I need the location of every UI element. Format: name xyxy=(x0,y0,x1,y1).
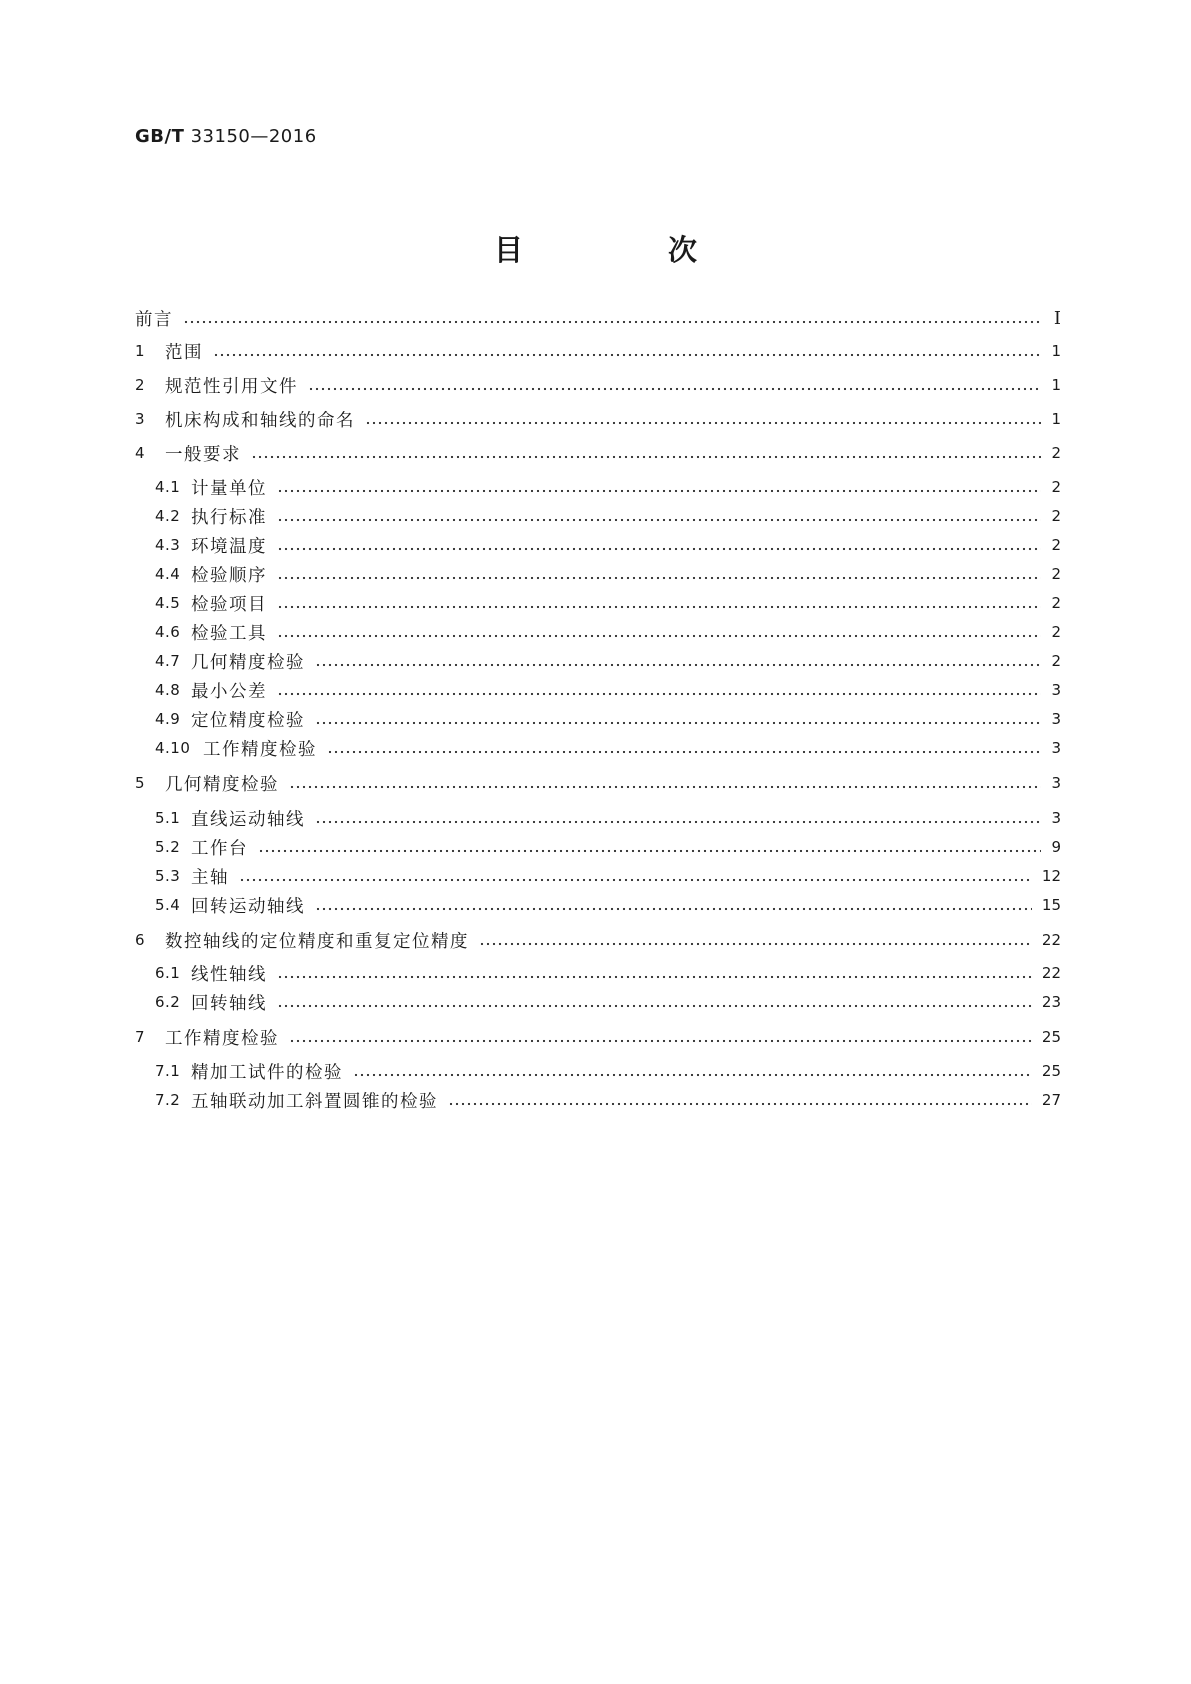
toc-entry[interactable] xyxy=(135,892,1061,918)
dot-leader xyxy=(277,975,1032,979)
toc-entry-number: 5 xyxy=(135,774,146,792)
toc-entry-title: 检验工具 xyxy=(191,623,267,644)
dot-leader xyxy=(315,907,1032,911)
dot-leader xyxy=(479,942,1032,946)
dot-leader xyxy=(327,750,1041,754)
toc-entry-title: 回转运动轴线 xyxy=(191,896,305,917)
toc-entry[interactable] xyxy=(135,648,1061,674)
toc-entry-title: 几何精度检验 xyxy=(165,774,279,795)
dot-leader xyxy=(353,1073,1032,1077)
toc-entry-number: 2 xyxy=(135,376,146,394)
toc-entry-number: 6.1 xyxy=(155,964,181,982)
dot-leader xyxy=(277,692,1041,696)
dot-leader xyxy=(315,663,1041,667)
toc-entry-page: 2 xyxy=(1051,594,1061,612)
toc-entry-title: 范围 xyxy=(165,342,203,363)
toc-entry-number: 7.1 xyxy=(155,1062,181,1080)
toc-entry-number: 4.7 xyxy=(155,652,181,670)
toc-entry[interactable] xyxy=(135,1058,1061,1084)
toc-entry-page: 2 xyxy=(1051,507,1061,525)
toc-entry-page: 3 xyxy=(1051,809,1061,827)
toc-entry-page: 3 xyxy=(1051,774,1061,792)
toc-entry[interactable] xyxy=(135,561,1061,587)
toc-entry-number: 5.2 xyxy=(155,838,181,856)
toc-entry[interactable] xyxy=(135,619,1061,645)
toc-entry-number: 4.1 xyxy=(155,478,181,496)
toc-entry-page: 1 xyxy=(1051,342,1061,360)
toc-entry-page: 1 xyxy=(1051,410,1061,428)
page-title: 目 次 xyxy=(493,233,755,267)
toc-entry-title: 环境温度 xyxy=(191,536,267,557)
toc-entry-number: 4.3 xyxy=(155,536,181,554)
toc-entry[interactable] xyxy=(135,770,1061,796)
toc-entry-number: 4.4 xyxy=(155,565,181,583)
toc-entry-page: 2 xyxy=(1051,652,1061,670)
toc-entry-page: 25 xyxy=(1041,1028,1061,1046)
dot-leader xyxy=(308,387,1041,391)
toc-entry-title: 工作台 xyxy=(191,838,248,859)
dot-leader xyxy=(289,1039,1032,1043)
toc-entry-number: 7 xyxy=(135,1028,146,1046)
toc-entry-page: 2 xyxy=(1051,536,1061,554)
toc-entry-page: 27 xyxy=(1041,1091,1061,1109)
toc-entry[interactable] xyxy=(135,440,1061,466)
toc-entry[interactable] xyxy=(135,863,1061,889)
toc-entry-number: 6.2 xyxy=(155,993,181,1011)
toc-entry-number: 4.6 xyxy=(155,623,181,641)
dot-leader xyxy=(315,820,1041,824)
toc-entry[interactable] xyxy=(135,805,1061,831)
toc-entry-number: 4.2 xyxy=(155,507,181,525)
toc-entry-number: 5.4 xyxy=(155,896,181,914)
toc-entry-page: 25 xyxy=(1041,1062,1061,1080)
toc-entry-title: 回转轴线 xyxy=(191,993,267,1014)
toc-entry-page: Ⅰ xyxy=(1053,307,1061,329)
toc-entry[interactable] xyxy=(135,1087,1061,1113)
toc-entry-page: 2 xyxy=(1051,444,1061,462)
toc-entry[interactable] xyxy=(135,590,1061,616)
toc-entry-title: 一般要求 xyxy=(165,444,241,465)
toc-entry-title: 计量单位 xyxy=(191,478,267,499)
toc-entry[interactable] xyxy=(135,305,1061,331)
toc-entry-title: 检验项目 xyxy=(191,594,267,615)
toc-entry-page: 22 xyxy=(1041,964,1061,982)
dot-leader xyxy=(277,576,1041,580)
toc-entry[interactable] xyxy=(135,503,1061,529)
dot-leader xyxy=(315,721,1041,725)
toc-entry-number: 1 xyxy=(135,342,146,360)
toc-entry-number: 4.10 xyxy=(155,739,191,757)
toc-entry-title: 五轴联动加工斜置圆锥的检验 xyxy=(191,1091,438,1112)
toc-entry-title: 检验顺序 xyxy=(191,565,267,586)
toc-entry-page: 12 xyxy=(1041,867,1061,885)
dot-leader xyxy=(289,785,1041,789)
toc-entry-page: 3 xyxy=(1051,739,1061,757)
toc-entry-title: 规范性引用文件 xyxy=(165,376,298,397)
dot-leader xyxy=(258,849,1041,853)
toc-entry-number: 4.9 xyxy=(155,710,181,728)
toc-entry-number: 5.1 xyxy=(155,809,181,827)
toc-entry-page: 2 xyxy=(1051,565,1061,583)
dot-leader xyxy=(448,1102,1032,1106)
toc-entry[interactable] xyxy=(135,706,1061,732)
toc-entry[interactable] xyxy=(135,474,1061,500)
toc-entry-page: 9 xyxy=(1051,838,1061,856)
dot-leader xyxy=(277,1004,1032,1008)
dot-leader xyxy=(251,455,1041,459)
toc-entry-page: 3 xyxy=(1051,710,1061,728)
toc-entry[interactable] xyxy=(135,406,1061,432)
toc-entry-title: 机床构成和轴线的命名 xyxy=(165,410,355,431)
toc-entry-title: 最小公差 xyxy=(191,681,267,702)
toc-entry-title: 工作精度检验 xyxy=(165,1028,279,1049)
toc-entry-page: 3 xyxy=(1051,681,1061,699)
toc-entry-title: 直线运动轴线 xyxy=(191,809,305,830)
toc-entry-number: 3 xyxy=(135,410,146,428)
dot-leader xyxy=(277,547,1041,551)
toc-entry[interactable] xyxy=(135,735,1061,761)
toc-entry-title: 主轴 xyxy=(191,867,229,888)
toc-entry-page: 1 xyxy=(1051,376,1061,394)
toc-entry-page: 23 xyxy=(1041,993,1061,1011)
toc-entry[interactable] xyxy=(135,989,1061,1015)
toc-entry[interactable] xyxy=(135,834,1061,860)
dot-leader xyxy=(277,634,1041,638)
dot-leader xyxy=(183,320,1041,324)
standard-prefix: GB/T xyxy=(135,126,185,147)
toc-entry[interactable] xyxy=(135,372,1061,398)
dot-leader xyxy=(239,878,1032,882)
toc-entry[interactable] xyxy=(135,960,1061,986)
toc-entry-title: 工作精度检验 xyxy=(203,739,317,760)
dot-leader xyxy=(213,353,1041,357)
dot-leader xyxy=(277,605,1041,609)
toc-entry-number: 5.3 xyxy=(155,867,181,885)
toc-entry-number: 4.5 xyxy=(155,594,181,612)
toc-entry[interactable] xyxy=(135,677,1061,703)
toc-entry-number: 6 xyxy=(135,931,146,949)
toc-entry[interactable] xyxy=(135,927,1061,953)
toc-entry-number: 4 xyxy=(135,444,146,462)
toc-entry[interactable] xyxy=(135,1024,1061,1050)
dot-leader xyxy=(277,518,1041,522)
toc-entry-title: 定位精度检验 xyxy=(191,710,305,731)
toc-entry-page: 15 xyxy=(1041,896,1061,914)
toc-entry-title: 线性轴线 xyxy=(191,964,267,985)
standard-code xyxy=(135,126,317,147)
toc-entry-title: 几何精度检验 xyxy=(191,652,305,673)
toc-entry-page: 22 xyxy=(1041,931,1061,949)
toc-entry-title: 执行标准 xyxy=(191,507,267,528)
dot-leader xyxy=(365,421,1041,425)
toc-entry-number: 4.8 xyxy=(155,681,181,699)
toc-entry-title: 前言 xyxy=(135,309,173,330)
toc-entry-page: 2 xyxy=(1051,623,1061,641)
toc-entry[interactable] xyxy=(135,338,1061,364)
standard-number: 33150—2016 xyxy=(190,126,317,147)
toc-entry-page: 2 xyxy=(1051,478,1061,496)
toc-entry-number: 7.2 xyxy=(155,1091,181,1109)
dot-leader xyxy=(277,489,1041,493)
toc-entry-title: 精加工试件的检验 xyxy=(191,1062,343,1083)
toc-entry[interactable] xyxy=(135,532,1061,558)
toc-entry-title: 数控轴线的定位精度和重复定位精度 xyxy=(165,931,469,952)
